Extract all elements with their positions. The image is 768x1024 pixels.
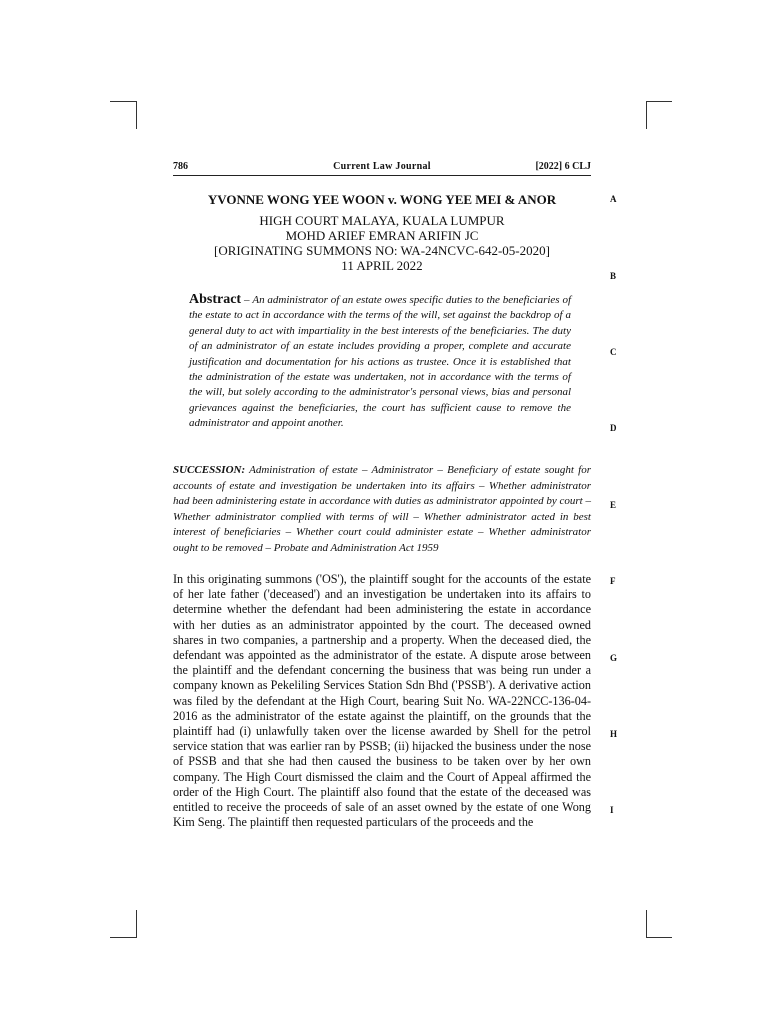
judge-name: MOHD ARIEF EMRAN ARIFIN JC [285,228,479,243]
margin-letter-e: E [610,500,617,510]
page-number: 786 [173,161,188,172]
abstract-dash: – [241,294,253,306]
abstract-label: Abstract [189,292,242,307]
abstract-text: An administrator of an estate owes specific duties to the beneficiaries of the estate to act in accordance with the terms of the will, set against the backdrop of a general duty to act with impartiality in the best interests of the beneficiaries. The duty of an administrator of an estate includes providing a proper, complete and accurate justification and documentation for his actions as trustee. Once it is established that the administration of the estate was undertaken, not in accordance with the terms of the will, but solely according to the administrator's personal views, bias and personal grievances against the beneficiaries, the court has sufficient cause to remove the administrator and appoint another. [189,294,572,430]
court-name: HIGH COURT MALAYA, KUALA LUMPUR [259,213,505,228]
case-title: YVONNE WONG YEE WOON v. WONG YEE MEI & ANOR [207,192,557,207]
abstract [189,292,571,432]
catchwords-text: Administration of estate – Administrator – Beneficiary of estate sought for accounts of estate and investigation be undertaken into its affairs – Whether administrator had been administering estate in accordance with duties as administrator appointed by court – Whether administrator complied with terms of will – Whether administrator acted in best interest of beneficiaries – Whether court could administer estate – Whether administrator ought to be removed – Probate and Administration Act 1959 [173,464,591,554]
margin-letter-h: H [610,729,618,739]
catchwords [173,463,591,556]
margin-letter-f: F [610,576,616,586]
judgment-date: 11 APRIL 2022 [341,258,423,273]
summons-number: [ORIGINATING SUMMONS NO: WA-24NCVC-642-05-2020] [214,243,550,258]
crop-mark-top-right-h [646,101,672,102]
crop-mark-top-right-v [646,101,647,129]
crop-mark-bottom-right-h [646,937,672,938]
crop-mark-top-left-h [110,101,136,102]
journal-name: Current Law Journal [333,161,431,172]
case-title-block [173,191,591,273]
margin-letter-b: B [610,271,617,281]
running-header [173,161,591,176]
crop-mark-bottom-right-v [646,910,647,938]
margin-letter-a: A [610,194,617,204]
margin-letter-i: I [610,805,614,815]
crop-mark-bottom-left-v [136,910,137,938]
journal-citation: [2022] 6 CLJ [535,161,591,172]
crop-mark-top-left-v [136,101,137,129]
margin-letter-g: G [610,653,618,663]
crop-mark-bottom-left-h [110,937,136,938]
catchwords-lead: SUCCESSION: [173,464,246,476]
body-paragraph: In this originating summons ('OS'), the plaintiff sought for the accounts of the estate of her late father ('deceased') and an investigation be undertaken into its affairs to determine whether the defendant had been administering the estate in accordance with her duties as an administrator appointed by the court. The deceased owned shares in two companies, a partnership and a property. When the deceased died, the defendant was appointed as the administrator of the estate. A dispute arose between the plaintiff and the defendant concerning the business that was being run under a company known as Pekeliling Services Station Sdn Bhd ('PSSB'). A derivative action was filed by the defendant at the High Court, bearing Suit No. WA-22NCC-136-04-2016 as the administrator of the estate against the plaintiff, on the grounds that the plaintiff had (i) unlawfully taken over the license awarded by Shell for the petrol service station that was earlier ran by PSSB; (ii) hijacked the business under the nose of PSSB and that she had then caused the business to be taken over by her own company. The High Court dismissed the claim and the Court of Appeal affirmed the order of the High Court. The plaintiff also found that the estate of the deceased was entitled to receive the proceeds of sale of an asset owned by the estate of one Wong Kim Seng. The plaintiff then requested particulars of the proceeds and the [173,572,591,830]
margin-letter-d: D [610,423,617,433]
margin-letter-c: C [610,347,617,357]
